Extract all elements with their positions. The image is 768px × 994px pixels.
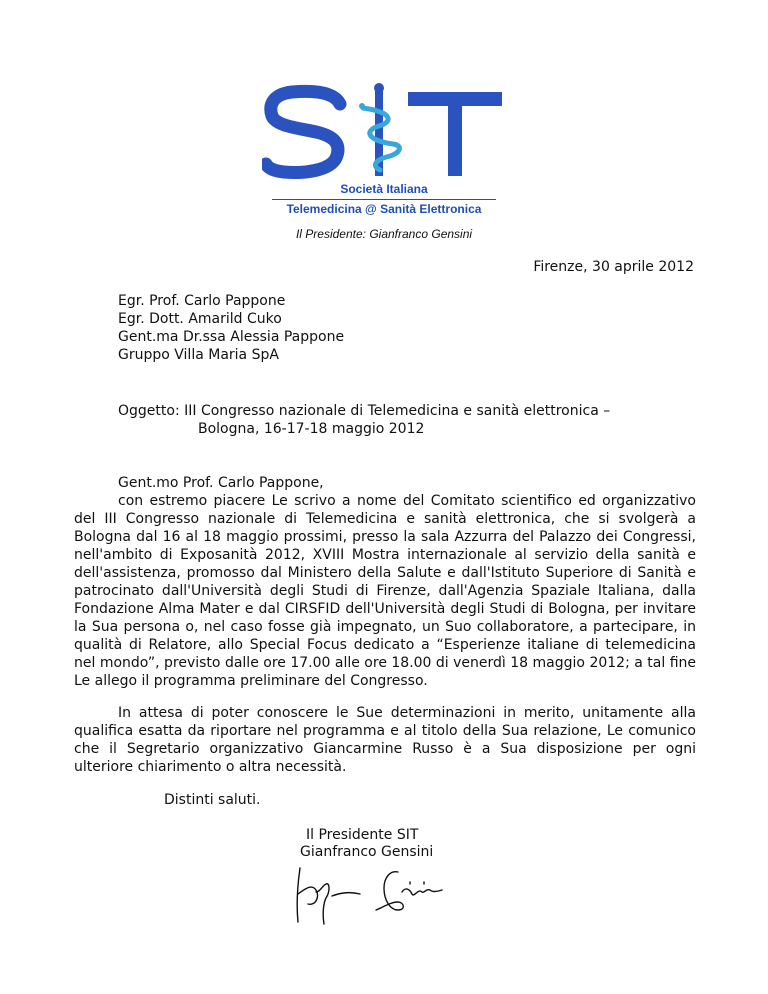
salutation: Gent.mo Prof. Carlo Pappone, xyxy=(118,475,324,491)
subject-line1: Oggetto: III Congresso nazionale di Telemedicina e sanità elettronica – xyxy=(118,403,611,419)
subject-block xyxy=(118,402,698,438)
signature-title: Il Presidente SIT xyxy=(306,827,419,843)
body-paragraph-2: In attesa di poter conoscere le Sue determinazioni in merito, unitamente alla qualifica esatta da riportare nel programma e al titolo della Sua relazione, Le comunico che il Segretario organizzativo Giancarmine Russo è a Sua disposizione per ogni ulteriore chiarimento o altra necessità. xyxy=(74,705,696,775)
letterhead-divider xyxy=(272,199,496,200)
society-name-line2: Telemedicina @ Sanità Elettronica xyxy=(286,202,482,216)
letter-date: Firenze, 30 aprile 2012 xyxy=(533,259,694,275)
letterhead-president: Il Presidente: Gianfranco Gensini xyxy=(295,227,473,241)
sit-logo xyxy=(262,82,508,190)
closing: Distinti saluti. xyxy=(164,792,261,808)
signature-name: Gianfranco Gensini xyxy=(300,844,434,860)
society-name-line1: Società Italiana xyxy=(340,182,428,196)
recipient-line: Gent.ma Dr.ssa Alessia Pappone xyxy=(118,329,345,345)
recipients-block xyxy=(118,292,344,364)
letter-body xyxy=(74,474,696,776)
subject-line2: Bologna, 16-17-18 maggio 2012 xyxy=(198,421,425,437)
recipient-line: Egr. Dott. Amarild Cuko xyxy=(118,311,282,327)
body-paragraph-1: con estremo piacere Le scrivo a nome del Comitato scientifico ed organizzativo del III Congresso nazionale di Telemedicina e sanità elettronica, che si svolgerà a Bologna dal 16 al 18 maggio prossimi, presso la sala Azzurra del Palazzo dei Congressi, nell'ambito di Exposanità 2012, XVIII Mostra internazionale al servizio della sanità e dell'assistenza, promosso dal Ministero della Salute e dall'Istituto Superiore di Sanità e patrocinato dall'Università degli Studi di Firenze, dall'Agenzia Spaziale Italiana, dalla Fondazione Alma Mater e dal CIRSFID dell'Università degli Studi di Bologna, per invitare la Sua persona o, nel caso fosse già impegnato, un Suo collaboratore, a partecipare, in qualità di Relatore, allo Special Focus dedicato a “Esperienze italiane di telemedicina nel mondo”, previsto dalle ore 17.00 alle ore 18.00 di venerdì 18 maggio 2012; a tal fine Le allego il programma preliminare del Congresso. xyxy=(74,493,696,689)
handwritten-signature xyxy=(286,862,486,928)
recipient-line: Gruppo Villa Maria SpA xyxy=(118,347,279,363)
recipient-line: Egr. Prof. Carlo Pappone xyxy=(118,293,286,309)
